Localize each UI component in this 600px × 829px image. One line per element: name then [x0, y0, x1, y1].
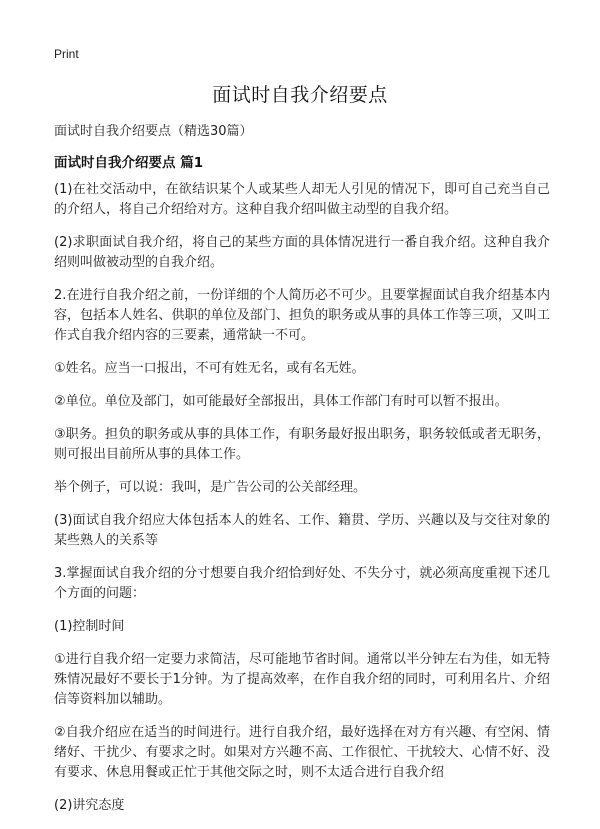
- paragraph: ③职务。担负的职务或从事的具体工作，有职务最好报出职务，职务较低或者无职务，则可报出目前所从事的具体工作。: [54, 427, 550, 462]
- print-link[interactable]: Print: [54, 47, 79, 61]
- document-body: [54, 180, 550, 829]
- paragraph: (2)讲究态度: [54, 798, 125, 813]
- paragraph: 2.在进行自我介绍之前，一份详细的个人简历必不可少。且要掌握面试自我介绍基本内容，包括本人姓名、供职的单位及部门、担负的职务或从事的具体工作等三项，又叫工作式自我介绍内容的三要素，通常缺一不可。: [54, 288, 550, 343]
- document-title: 面试时自我介绍要点: [212, 84, 388, 106]
- paragraph: (3)面试自我介绍应大体包括本人的姓名、工作、籍贯、学历、兴趣以及与交往对象的某些熟人的关系等: [54, 513, 550, 548]
- paragraph: ②自我介绍应在适当的时间进行。进行自我介绍，最好选择在对方有兴趣、有空闲、情绪好、干扰少、有要求之时。如果对方兴趣不高、工作很忙、干扰较大、心情不好、没有要求、休息用餐或正忙于其他交际之时，则不太适合进行自我介绍: [54, 725, 550, 780]
- paragraph: ②单位。单位及部门，如可能最好全部报出，具体工作部门有时可以暂不报出。: [54, 394, 508, 409]
- paragraph: (2)求职面试自我介绍，将自己的某些方面的具体情况进行一番自我介绍。这种自我介绍则叫做被动型的自我介绍。: [54, 235, 550, 270]
- paragraph: ①进行自我介绍一定要力求简洁，尽可能地节省时间。通常以半分钟左右为佳，如无特殊情况最好不要长于1分钟。为了提高效率，在作自我介绍的同时，可利用名片、介绍信等资料加以辅助。: [54, 652, 550, 707]
- paragraph: 3.掌握面试自我介绍的分寸想要自我介绍恰到好处、不失分寸，就必须高度重视下述几个方面的问题：: [54, 566, 550, 601]
- section-heading: 面试时自我介绍要点 篇1: [54, 155, 204, 171]
- paragraph: (1)在社交活动中，在欲结识某个人或某些人却无人引见的情况下，即可自己充当自己的介绍人，将自己介绍给对方。这种自我介绍叫做主动型的自我介绍。: [54, 182, 550, 217]
- paragraph: (1)控制时间: [54, 619, 125, 634]
- document-subtitle: 面试时自我介绍要点（精选30篇）: [54, 124, 253, 139]
- paragraph: ①姓名。应当一口报出，不可有姓无名，或有名无姓。: [54, 361, 365, 376]
- paragraph: 举个例子，可以说：我叫，是广告公司的公关部经理。: [54, 480, 367, 495]
